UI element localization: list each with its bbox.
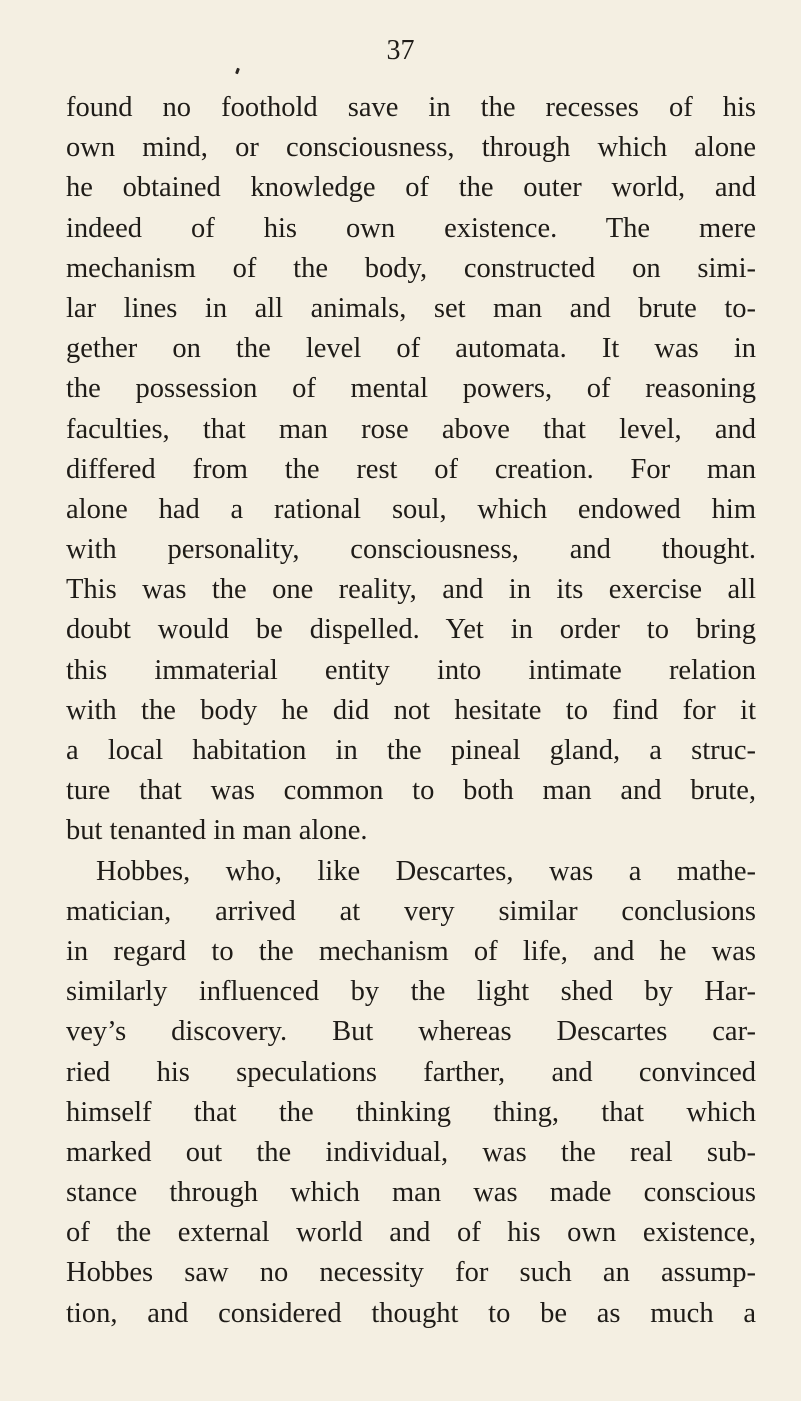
paragraph-end-line: but tenanted in man alone. <box>66 815 368 847</box>
text-line: vey’s discovery. But whereas Descartes car- <box>66 1016 756 1048</box>
text-line: lar lines in all animals, set man and brute to- <box>66 292 756 324</box>
text-line: indeed of his own existence. The mere <box>66 212 756 244</box>
text-line: of the external world and of his own existence, <box>66 1217 756 1249</box>
text-line: with the body he did not hesitate to find for it <box>66 694 756 726</box>
text-line: ried his speculations farther, and convinced <box>66 1056 756 1088</box>
text-line: found no foothold save in the recesses of his <box>66 92 756 123</box>
page-number: 37 <box>386 35 415 66</box>
text-line: Hobbes saw no necessity for such an assump- <box>66 1257 756 1289</box>
print-speck <box>235 68 240 75</box>
text-line: himself that the thinking thing, that which <box>66 1096 756 1128</box>
paragraph-start-line: Hobbes, who, like Descartes, was a mathe- <box>96 855 756 887</box>
text-line: this immaterial entity into intimate relation <box>66 654 756 686</box>
text-line: marked out the individual, was the real sub- <box>66 1136 756 1168</box>
text-line: This was the one reality, and in its exercise all <box>66 574 756 606</box>
text-line: gether on the level of automata. It was in <box>66 333 756 365</box>
body-text <box>66 88 756 1334</box>
text-line: with personality, consciousness, and thought. <box>66 534 756 566</box>
text-line: own mind, or consciousness, through which alone <box>66 132 756 164</box>
text-line: similarly influenced by the light shed by Har- <box>66 976 756 1008</box>
text-line: alone had a rational soul, which endowed him <box>66 493 756 525</box>
text-line: in regard to the mechanism of life, and he was <box>66 935 756 967</box>
text-line: ture that was common to both man and brute, <box>66 775 756 807</box>
text-line: doubt would be dispelled. Yet in order to bring <box>66 614 756 646</box>
text-line: tion, and considered thought to be as much a <box>66 1297 756 1329</box>
text-line: matician, arrived at very similar conclusions <box>66 895 756 927</box>
text-line: stance through which man was made conscious <box>66 1177 756 1209</box>
text-line: mechanism of the body, constructed on simi- <box>66 252 756 284</box>
text-line: he obtained knowledge of the outer world, and <box>66 172 756 204</box>
text-line: a local habitation in the pineal gland, a struc- <box>66 735 756 766</box>
text-line: the possession of mental powers, of reasoning <box>66 373 756 405</box>
text-line: differed from the rest of creation. For man <box>66 453 756 485</box>
text-line: faculties, that man rose above that level, and <box>66 413 756 445</box>
